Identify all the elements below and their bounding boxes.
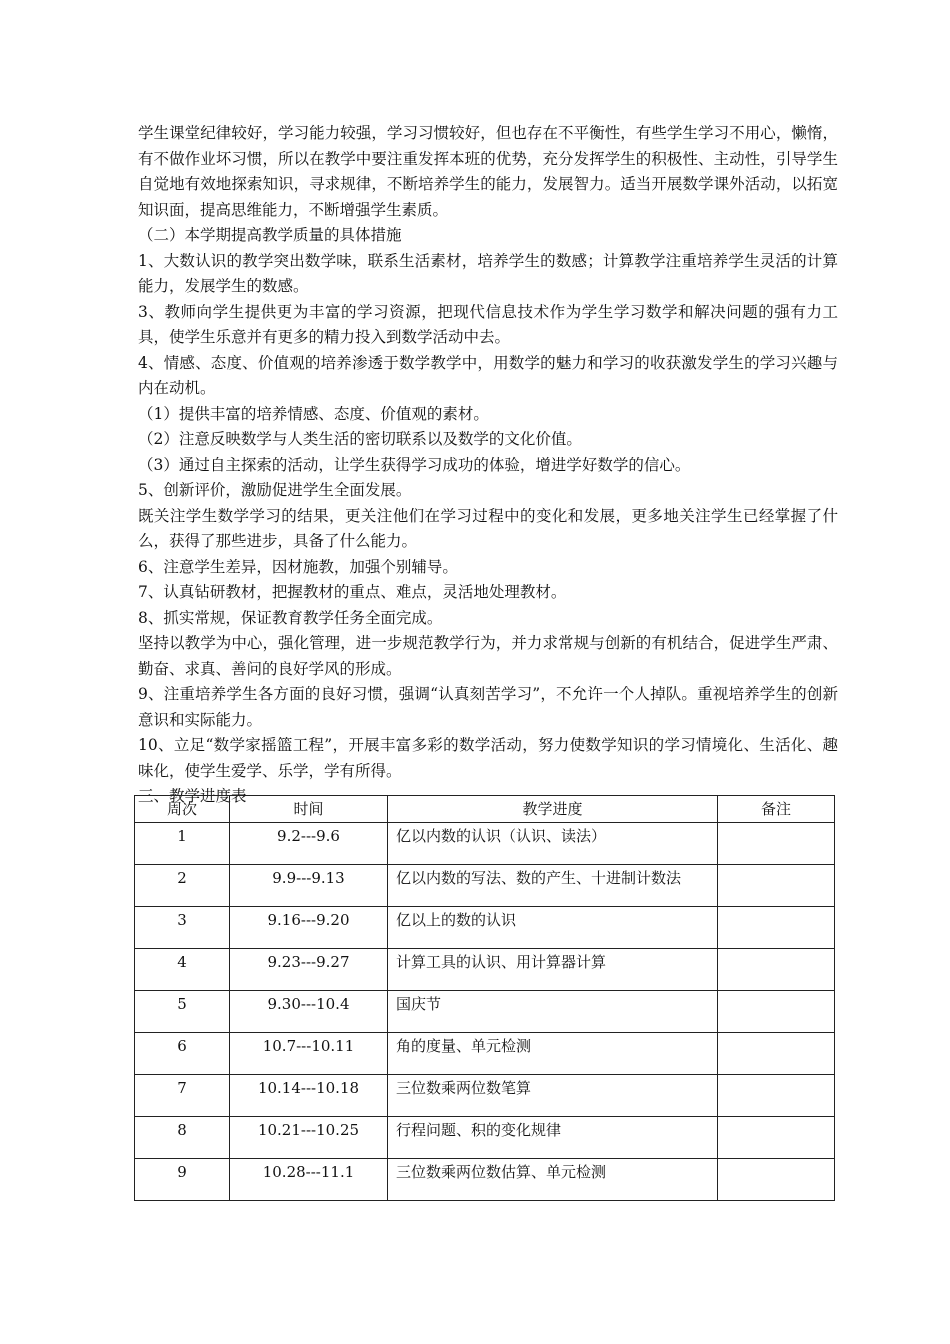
cell-date: 9.23---9.27 [230, 949, 388, 991]
measure-item-8: 8、抓实常规，保证教育教学任务全面完成。 [138, 608, 443, 627]
measure-item-9: 9、注重培养学生各方面的良好习惯，强调“认真刻苦学习”，不允许一个人掉队。重视培养学生的创新意识和实际能力。 [138, 685, 838, 729]
header-note: 备注 [718, 796, 835, 823]
measure-item-7: 7、认真钻研教材，把握教材的重点、难点，灵活地处理教材。 [138, 583, 567, 601]
cell-progress: 亿以内数的认识（认识、读法） [388, 823, 718, 865]
header-week: 周次 [135, 796, 230, 823]
cell-week: 9 [135, 1159, 230, 1201]
table-header-row [135, 796, 835, 823]
cell-note [718, 949, 835, 991]
cell-note [718, 823, 835, 865]
cell-week: 5 [135, 991, 230, 1033]
cell-progress: 三位数乘两位数笔算 [388, 1075, 718, 1117]
body-text [138, 121, 838, 810]
cell-note [718, 865, 835, 907]
cell-date: 10.21---10.25 [230, 1117, 388, 1159]
cell-date: 10.14---10.18 [230, 1075, 388, 1117]
cell-note [718, 1075, 835, 1117]
cell-progress: 国庆节 [388, 991, 718, 1033]
sub-item-2: （2）注意反映数学与人类生活的密切联系以及数学的文化价值。 [138, 430, 582, 448]
table-row [135, 907, 835, 949]
measure-item-10: 10、立足“数学家摇篮工程”，开展丰富多彩的数学活动，努力使数学知识的学习情境化、生活化、趣味化，使学生爱学、乐学，学有所得。 [138, 736, 838, 780]
cell-date: 9.9---9.13 [230, 865, 388, 907]
header-date: 时间 [230, 796, 388, 823]
measure-item-3: 3、教师向学生提供更为丰富的学习资源，把现代信息技术作为学生学习数学和解决问题的强有力工具，使学生乐意并有更多的精力投入到数学活动中去。 [138, 302, 838, 346]
cell-week: 1 [135, 823, 230, 865]
cell-progress: 三位数乘两位数估算、单元检测 [388, 1159, 718, 1201]
measure-item-6: 6、注意学生差异，因材施教，加强个别辅导。 [138, 557, 458, 576]
cell-note [718, 907, 835, 949]
cell-week: 2 [135, 865, 230, 907]
cell-date: 9.16---9.20 [230, 907, 388, 949]
cell-note [718, 991, 835, 1033]
cell-date: 9.2---9.6 [230, 823, 388, 865]
table-row [135, 949, 835, 991]
table-row [135, 1075, 835, 1117]
cell-week: 8 [135, 1117, 230, 1159]
table-row [135, 865, 835, 907]
cell-date: 10.28---11.1 [230, 1159, 388, 1201]
table-row [135, 991, 835, 1033]
table-row [135, 1117, 835, 1159]
schedule-table [134, 795, 835, 1201]
measure-item-5: 5、创新评价，激励促进学生全面发展。 [138, 481, 412, 499]
cell-week: 4 [135, 949, 230, 991]
cell-week: 7 [135, 1075, 230, 1117]
cell-note [718, 1159, 835, 1201]
table-row [135, 1159, 835, 1201]
cell-note [718, 1033, 835, 1075]
cell-progress: 角的度量、单元检测 [388, 1033, 718, 1075]
cell-date: 10.7---10.11 [230, 1033, 388, 1075]
measure-item-5-detail: 既关注学生数学学习的结果，更关注他们在学习过程中的变化和发展，更多地关注学生已经掌握了什么，获得了那些进步，具备了什么能力。 [138, 506, 838, 550]
cell-note [718, 1117, 835, 1159]
paragraph-class-situation: 学生课堂纪律较好，学习能力较强，学习习惯较好，但也存在不平衡性，有些学生学习不用心，懒惰，有不做作业坏习惯，所以在教学中要注重发挥本班的优势，充分发挥学生的积极性、主动性，引导学生自觉地有效地探索知识，寻求规律，不断培养学生的能力，发展智力。适当开展数学课外活动，以拓宽知识面，提高思维能力，不断增强学生素质。 [138, 124, 838, 219]
sub-item-3: （3）通过自主探索的活动，让学生获得学习成功的体验，增进学好数学的信心。 [138, 455, 691, 474]
measure-item-1: 1、大数认识的教学突出数学味，联系生活素材，培养学生的数感；计算教学注重培养学生灵活的计算能力，发展学生的数感。 [138, 251, 838, 295]
cell-progress: 亿以上的数的认识 [388, 907, 718, 949]
table-row [135, 823, 835, 865]
section-heading-schedule: 三、教学进度表 [138, 787, 247, 805]
measure-item-4: 4、情感、态度、价值观的培养渗透于数学教学中，用数学的魅力和学习的收获激发学生的学习兴趣与内在动机。 [138, 353, 838, 397]
cell-progress: 计算工具的认识、用计算器计算 [388, 949, 718, 991]
header-progress: 教学进度 [388, 796, 718, 823]
cell-progress: 亿以内数的写法、数的产生、十进制计数法 [388, 865, 718, 907]
table-row [135, 1033, 835, 1075]
cell-progress: 行程问题、积的变化规律 [388, 1117, 718, 1159]
measure-item-8-detail: 坚持以教学为中心，强化管理，进一步规范教学行为，并力求常规与创新的有机结合，促进学生严肃、勤奋、求真、善问的良好学风的形成。 [138, 634, 838, 678]
cell-week: 6 [135, 1033, 230, 1075]
cell-week: 3 [135, 907, 230, 949]
section-heading-measures: （二）本学期提高教学质量的具体措施 [138, 226, 402, 244]
sub-item-1: （1）提供丰富的培养情感、态度、价值观的素材。 [138, 404, 489, 423]
cell-date: 9.30---10.4 [230, 991, 388, 1033]
